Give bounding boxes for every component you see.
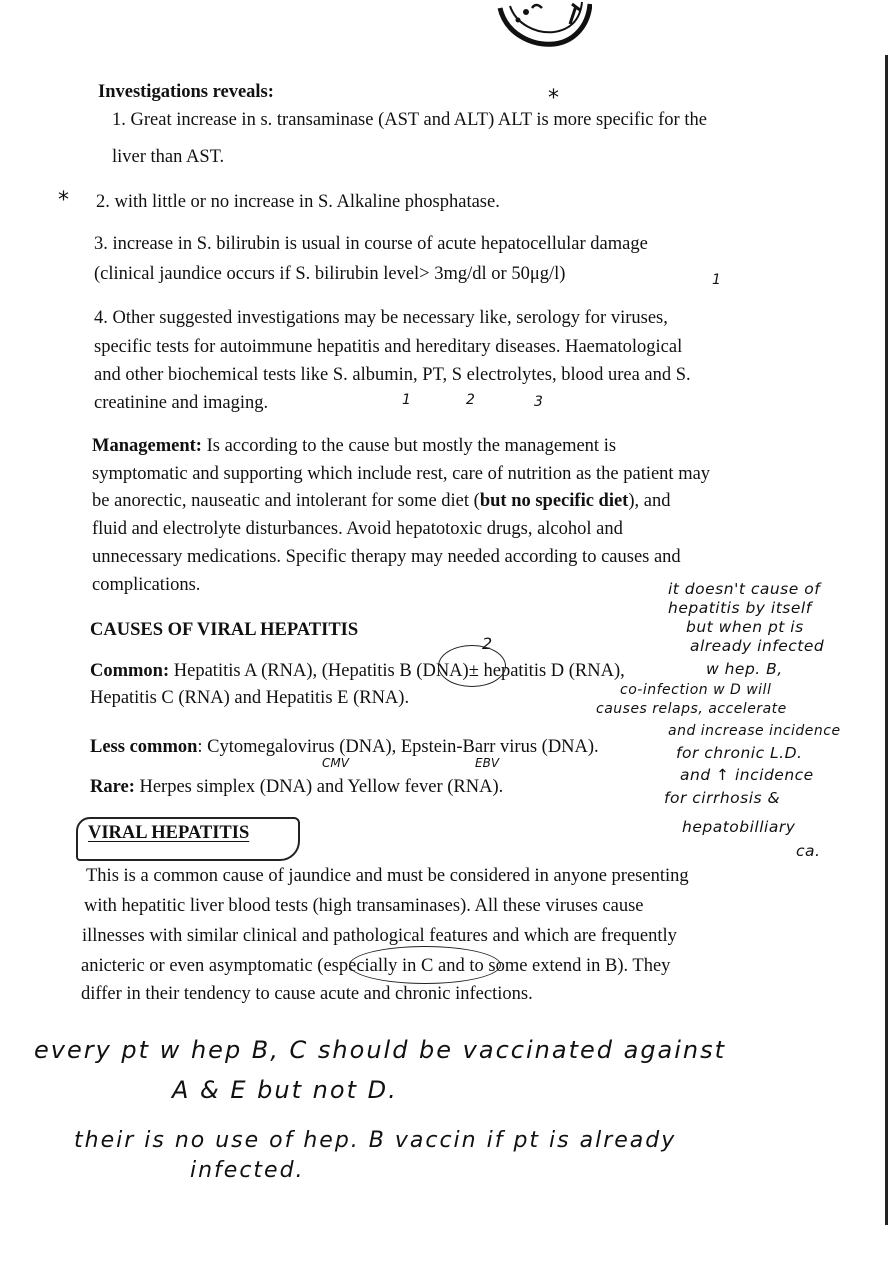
side-note-line-2: hepatitis by itself [668,599,812,617]
causes-common-line-1 [90,657,625,685]
investigation-item-4-line-4: creatinine and imaging. [94,393,269,413]
handwritten-ebv: EBV [475,756,500,770]
management-line-3-text-a: be anorectic, nauseatic and intolerant for some diet ( [92,491,480,511]
investigation-item-3-line-2: (clinical jaundice occurs if S. bilirubin level> 3mg/dl or 50μg/l) [94,264,566,284]
causes-common-text: Hepatitis A (RNA), (Hepatitis B (DNA)± hepatitis D (RNA), [169,661,625,681]
handwritten-number-1-under-albumin: 1 [402,392,411,408]
bottom-note-line-2: A & E but not D. [172,1076,398,1104]
viral-hepatitis-line-3: illnesses with similar clinical and pathological features and which are frequently [82,926,677,946]
causes-rare-label: Rare: [90,777,135,797]
handwritten-star-mark-2: * [58,188,69,213]
side-note-line-10: and ↑ incidence [680,766,814,784]
management-line-6: complications. [92,575,201,595]
side-note-line-4: already infected [690,637,825,655]
viral-hepatitis-line-5: differ in their tendency to cause acute and chronic infections. [81,984,533,1004]
management-line-4: fluid and electrolyte disturbances. Avoid hepatotoxic drugs, alcohol and [92,519,623,539]
viral-hepatitis-line-2: with hepatitic liver blood tests (high transaminases). All these viruses cause [84,896,644,916]
causes-rare-line [90,773,503,801]
side-note-line-1: it doesn't cause of [668,580,821,598]
management-line-2: symptomatic and supporting which include rest, care of nutrition as the patient may [92,464,711,484]
management-line-1 [92,432,616,460]
side-note-line-12: hepatobilliary [682,818,796,836]
handwritten-number-one: 1 [712,272,721,288]
management-label: Management: [92,436,202,456]
bottom-note-line-4: infected. [190,1158,305,1183]
investigation-item-4-line-3: and other biochemical tests like S. albumin, PT, S electrolytes, blood urea and S. [94,365,691,385]
management-line-1-text: Is according to the cause but mostly the management is [201,436,617,456]
management-line-5: unnecessary medications. Specific therapy may needed according to causes and [92,547,681,567]
handwritten-circle-especially-in-c [349,946,501,984]
handwritten-star-mark: * [548,86,559,111]
side-note-line-11: for cirrhosis & [664,789,781,807]
bottom-note-line-3: their is no use of hep. B vaccin if pt is already [74,1128,677,1153]
side-note-line-7: causes relaps, accelerate [596,701,787,717]
causes-less-common-label: Less common [90,737,198,757]
handwritten-cmv: CMV [322,756,349,770]
viral-hepatitis-line-4: anicteric or even asymptomatic (especially in C and to some extend in B). They [81,956,671,976]
causes-common-label: Common: [90,661,170,681]
viral-hepatitis-heading: VIRAL HEPATITIS [88,823,250,843]
side-note-line-9: for chronic L.D. [676,744,803,762]
side-note-line-6: co-infection w D will [620,682,772,698]
handwritten-circle-hep-b [438,645,506,687]
causes-common-line-2: Hepatitis C (RNA) and Hepatitis E (RNA). [90,688,410,708]
university-seal-logo [492,0,592,48]
causes-less-common-text: : Cytomegalovirus (DNA), Epstein-Barr virus (DNA). [197,737,599,757]
side-note-line-13: ca. [796,842,821,860]
side-note-line-5: w hep. B, [706,660,783,678]
investigation-item-3-line-1: 3. increase in S. bilirubin is usual in course of acute hepatocellular damage [94,234,648,254]
handwritten-number-2-top: 2 [482,634,493,653]
handwritten-number-2-under-pt: 2 [466,392,475,408]
management-line-3 [92,487,670,515]
investigation-item-2: 2. with little or no increase in S. Alkaline phosphatase. [96,192,500,212]
side-note-line-3: but when pt is [686,618,804,636]
investigation-item-4-line-2: specific tests for autoimmune hepatitis and hereditary diseases. Haematological [94,337,683,357]
side-note-line-8: and increase incidence [668,723,841,739]
scan-edge-line [885,55,888,1225]
bottom-note-line-1: every pt w hep B, C should be vaccinated against [34,1036,727,1064]
causes-rare-text: Herpes simplex (DNA) and Yellow fever (RNA). [134,777,504,797]
viral-hepatitis-line-1: This is a common cause of jaundice and must be considered in anyone presenting [86,866,689,886]
management-line-3-text-b: ), and [628,491,671,511]
investigation-item-1-line-1: 1. Great increase in s. transaminase (AST and ALT) ALT is more specific for the [112,110,707,130]
management-line-3-bold: but no specific diet [479,491,629,511]
handwritten-number-3-under-electrolytes: 3 [534,394,543,410]
causes-heading: CAUSES OF VIRAL HEPATITIS [90,620,359,640]
investigation-item-1-line-2: liver than AST. [112,147,225,167]
investigation-item-4-line-1: 4. Other suggested investigations may be necessary like, serology for viruses, [94,308,668,328]
investigations-heading: Investigations reveals: [98,82,274,102]
